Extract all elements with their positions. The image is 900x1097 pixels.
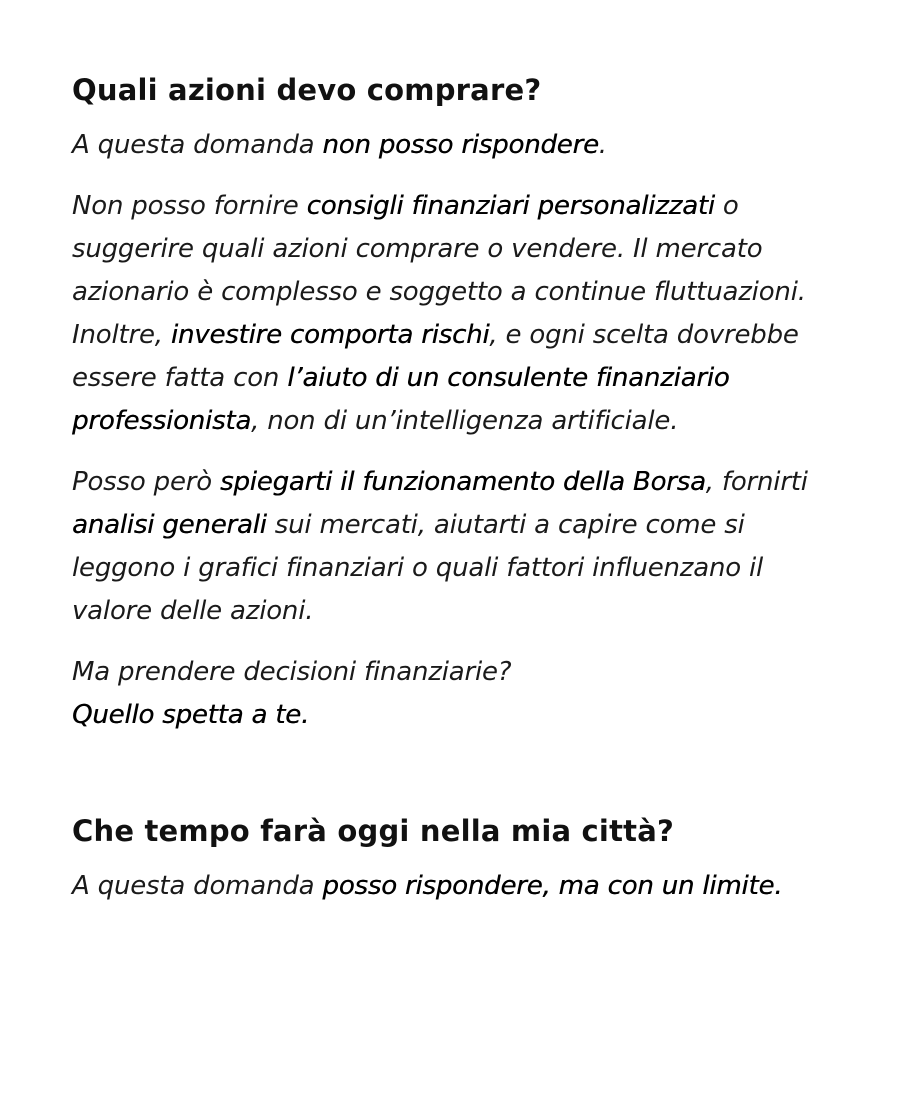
answer-closing-stocks (72, 651, 828, 737)
text-segment: , e ogni scelta dovrebbe essere fatta con (72, 320, 799, 393)
emphasis-text: consigli finanziari personalizzati (306, 191, 715, 221)
text-segment: , fornirti (705, 467, 808, 497)
text-segment: , non di un’intelligenza artificiale. (251, 406, 679, 436)
emphasis-text: non posso rispondere (322, 130, 599, 160)
question-title-stocks: Quali azioni devo comprare? (72, 73, 542, 107)
emphasis-text: analisi generali (72, 510, 267, 540)
text-segment: Ma prendere decisioni finanziarie? (72, 657, 512, 687)
answer-explanation-stocks (72, 185, 828, 443)
text-segment: o suggerire quali azioni comprare o vendere. Il mercato azionario è complesso e soggetto a continue fluttuazioni. Inoltre, (72, 191, 806, 350)
answer-intro-weather (72, 865, 828, 908)
answer-intro-stocks (72, 124, 828, 167)
question-title-weather: Che tempo farà oggi nella mia città? (72, 814, 674, 848)
text-segment: sui mercati, aiutarti a capire come si leggono i grafici finanziari o quali fattori influenzano il valore delle azioni. (72, 510, 764, 626)
text-segment: A questa domanda (72, 871, 323, 901)
text-segment: . (598, 130, 607, 160)
emphasis-text: Quello spetta a te. (72, 700, 310, 730)
answer-offer-stocks (72, 461, 828, 633)
emphasis-text: l’aiuto di un consulente finanziario professionista (72, 363, 730, 436)
text-segment: Posso però (72, 467, 221, 497)
text-segment: Non posso fornire (72, 191, 307, 221)
emphasis-text: posso rispondere, ma con un limite. (322, 871, 783, 901)
emphasis-text: investire comporta rischi (170, 320, 490, 350)
emphasis-text: spiegarti il funzionamento della Borsa (220, 467, 706, 497)
text-segment: A questa domanda (72, 130, 323, 160)
